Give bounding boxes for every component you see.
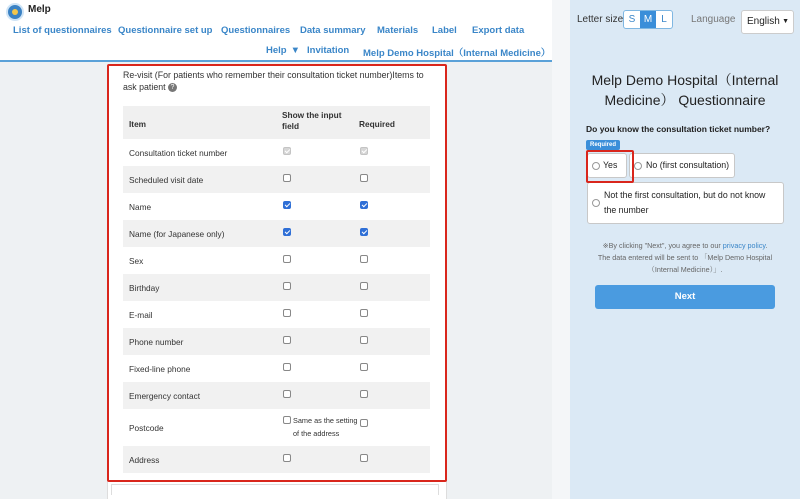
- language-label: Language: [691, 14, 736, 25]
- top-navigation: [0, 0, 552, 62]
- row-label: Name: [129, 202, 152, 212]
- column-header-show: Show the input field: [282, 110, 342, 131]
- nav-data-summary[interactable]: Data summary: [300, 25, 366, 36]
- option-label: Yes: [603, 160, 618, 170]
- scrollbar[interactable]: [552, 0, 570, 499]
- row-label: Sex: [129, 256, 144, 266]
- consent-notice: [596, 240, 774, 276]
- row-label: Postcode: [129, 423, 164, 433]
- panel-title-text: Re-visit (For patients who remember their consultation ticket number)Items to ask patient: [123, 70, 424, 92]
- column-header-item: Item: [129, 119, 147, 129]
- row-label: Birthday: [129, 283, 160, 293]
- required-badge: Required: [586, 140, 620, 150]
- nav-export-data[interactable]: Export data: [472, 25, 525, 36]
- row-label: Scheduled visit date: [129, 175, 204, 185]
- row-label: Fixed-line phone: [129, 364, 191, 374]
- language-select[interactable]: [741, 10, 794, 34]
- option-label: Not the first consultation, but do not know the number: [604, 190, 766, 215]
- patient-preview: [570, 0, 800, 499]
- consent-prefix: ※By clicking "Next", you agree to our: [602, 241, 723, 250]
- help-label: Help: [266, 45, 287, 56]
- radio-icon: [634, 162, 642, 170]
- row-label: Consultation ticket number: [129, 148, 228, 158]
- row-label: Name (for Japanese only): [129, 229, 225, 239]
- nav-questionnaires[interactable]: Questionnaires: [221, 25, 291, 36]
- nav-hospital-dropdown[interactable]: [363, 45, 568, 59]
- option-not-first-unknown-number[interactable]: [587, 182, 784, 224]
- highlight-frame: [107, 64, 447, 482]
- row-label: Emergency contact: [129, 391, 201, 401]
- nav-label[interactable]: Label: [432, 25, 457, 36]
- question-text: Do you know the consultation ticket number?: [586, 124, 771, 134]
- letter-size-selector: [623, 10, 673, 29]
- melp-logo-icon[interactable]: [6, 3, 24, 21]
- radio-icon: [592, 199, 600, 207]
- size-m-button[interactable]: M: [640, 11, 656, 28]
- row-label: Phone number: [129, 337, 184, 347]
- nav-list-of-questionnaires[interactable]: List of questionnaires: [13, 25, 112, 36]
- language-value: English: [747, 16, 780, 27]
- row-label: E-mail: [129, 310, 153, 320]
- column-header-required: Required: [359, 119, 395, 129]
- row-label: Address: [129, 455, 160, 465]
- privacy-policy-link[interactable]: privacy policy: [722, 241, 766, 250]
- chevron-down-icon: ▼: [782, 18, 789, 25]
- next-section-edge: [111, 484, 439, 495]
- highlight-frame: [586, 150, 634, 183]
- letter-size-label: Letter size: [577, 14, 624, 25]
- option-no-first-consultation[interactable]: [629, 153, 735, 178]
- nav-help-dropdown[interactable]: [266, 45, 300, 56]
- nav-materials[interactable]: Materials: [377, 25, 419, 36]
- consent-suffix: . The data entered will be sent to 「Melp Demo Hospital（Internal Medicine）」.: [597, 241, 773, 274]
- chevron-down-icon: ▼: [290, 45, 300, 56]
- size-l-button[interactable]: L: [661, 14, 667, 25]
- same-as-address-note: Same as the setting of the address: [293, 416, 358, 438]
- questionnaire-title: Melp Demo Hospital（Internal Medicine） Questionnaire: [591, 72, 779, 108]
- option-label: No (first consultation): [646, 160, 730, 170]
- size-s-button[interactable]: S: [628, 14, 636, 25]
- question-mark-icon[interactable]: ?: [168, 83, 177, 92]
- nav-invitation[interactable]: Invitation: [307, 45, 350, 56]
- nav-questionnaire-set-up[interactable]: Questionnaire set up: [118, 25, 213, 36]
- next-button[interactable]: Next: [595, 285, 775, 309]
- brand-name: Melp: [28, 4, 51, 15]
- hospital-label: Melp Demo Hospital（Internal Medicine）: [363, 48, 551, 59]
